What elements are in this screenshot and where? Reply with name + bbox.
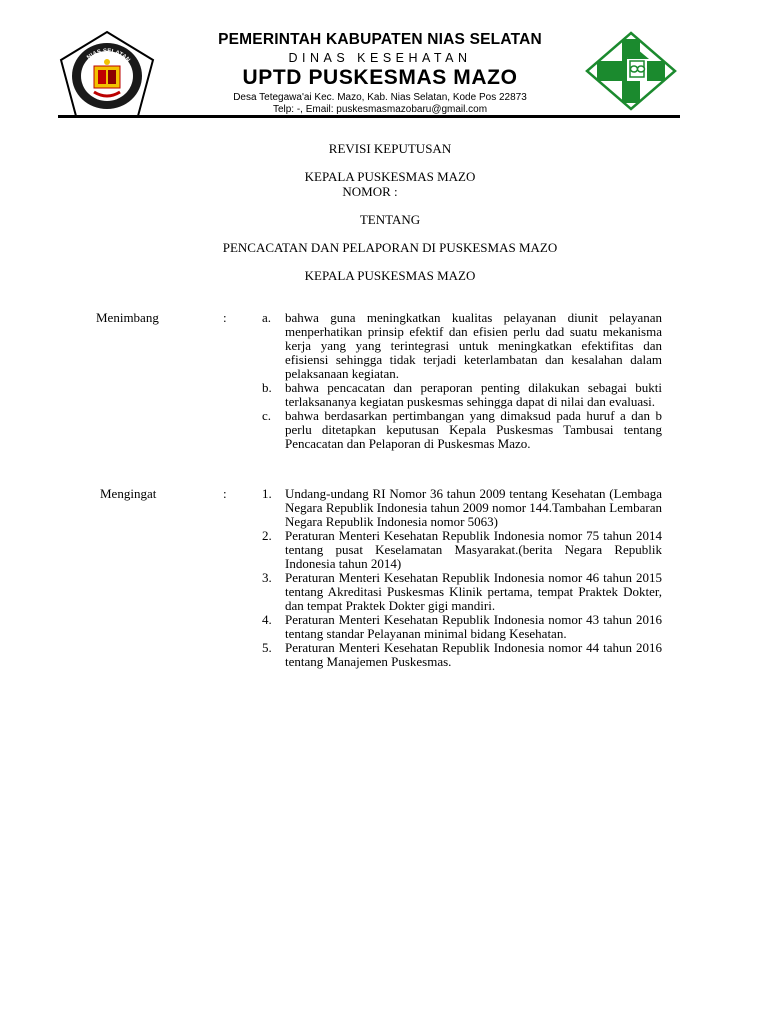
number-line: NOMOR :	[342, 184, 398, 199]
item-text: bahwa berdasarkan pertimbangan yang dimaksud pada huruf a dan b perlu ditetapkan keputusan Kepala Puskesmas Tambusai tentang Pencacatan dan Pelaporan di Puskesmas Mazo.	[285, 408, 662, 451]
list-item	[262, 571, 662, 613]
remembering-label: Mengingat	[100, 486, 157, 501]
address-line: Desa Tetegawa'ai Kec. Mazo, Kab. Nias Selatan, Kode Pos 22873	[233, 92, 527, 103]
item-marker: a.	[262, 310, 272, 325]
list-item	[262, 487, 662, 529]
regency-emblem-icon	[58, 30, 156, 118]
revision-title: REVISI KEPUTUSAN	[328, 141, 452, 156]
item-text: Peraturan Menteri Kesehatan Republik Indonesia nomor 43 tahun 2016 tentang standar Pelayanan minimal bidang Kesehatan.	[285, 612, 662, 641]
list-item	[262, 613, 662, 641]
issuer-title: KEPALA PUSKESMAS MAZO	[304, 169, 476, 184]
health-cross-emblem-icon	[585, 31, 677, 111]
decree-titles	[130, 141, 650, 283]
list-item	[262, 641, 662, 669]
contact-line: Telp: -, Email: puskesmasmazobaru@gmail.com	[272, 104, 488, 115]
list-item	[262, 381, 662, 409]
institution-name: UPTD PUSKESMAS MAZO	[242, 66, 518, 89]
item-text: Peraturan Menteri Kesehatan Republik Indonesia nomor 44 tahun 2016 tentang Manajemen Puskesmas.	[285, 640, 662, 669]
item-text: bahwa guna meningkatkan kualitas pelayanan diunit pelayanan menperhatikan prinsip efektif dan efisien perlu dad suatu mekanisma kerja yang yang terintegrasi untuk meningkatkan efektifitas dan efisiensi sehingga tidak terjadi keterlambatan dan kesalahan dalam pelaksanaan kegiatan.	[285, 310, 662, 381]
letterhead	[170, 30, 590, 116]
list-item	[262, 409, 662, 451]
letterhead-divider	[58, 115, 680, 118]
item-text: Peraturan Menteri Kesehatan Republik Indonesia nomor 75 tahun 2014 tentang pusat Keselamatan Masyarakat.(berita Negara Republik Indonesia tahun 2014)	[285, 528, 662, 571]
item-marker: 5.	[262, 640, 272, 655]
list-item	[262, 529, 662, 571]
item-marker: 3.	[262, 570, 272, 585]
emblem-arc-text: NIAS SELATAN	[86, 48, 131, 64]
item-marker: 1.	[262, 486, 272, 501]
item-marker: c.	[262, 408, 272, 423]
remembering-colon: :	[223, 486, 227, 501]
item-marker: b.	[262, 380, 272, 395]
item-text: Peraturan Menteri Kesehatan Republik Indonesia nomor 46 tahun 2015 tentang Akreditasi Puskesmas Klinik pertama, tempat Praktek Dokter, dan tempat Praktek Dokter gigi mandiri.	[285, 570, 662, 613]
considering-label: Menimbang	[96, 310, 159, 325]
agency-name: DINAS KESEHATAN	[288, 51, 472, 65]
decree-subject: PENCACATAN DAN PELAPORAN DI PUSKESMAS MAZO	[222, 240, 558, 255]
item-marker: 2.	[262, 528, 272, 543]
issuer-heading: KEPALA PUSKESMAS MAZO	[304, 268, 476, 283]
government-name: PEMERINTAH KABUPATEN NIAS SELATAN	[218, 31, 542, 48]
considering-list	[262, 311, 662, 451]
list-item	[262, 311, 662, 381]
considering-colon: :	[223, 310, 227, 325]
about-heading: TENTANG	[359, 212, 421, 227]
item-text: Undang-undang RI Nomor 36 tahun 2009 tentang Kesehatan (Lembaga Negara Republik Indonesia tahun 2009 nomor 144.Tambahan Lembaran Negara Republik Indonesia nomor 5063)	[285, 486, 662, 529]
remembering-list	[262, 487, 662, 669]
item-marker: 4.	[262, 612, 272, 627]
item-text: bahwa pencacatan dan peraporan penting dilakukan sebagai bukti terlaksananya kegiatan puskesmas sehingga dapat di nilai dan evaluasi.	[285, 380, 662, 409]
